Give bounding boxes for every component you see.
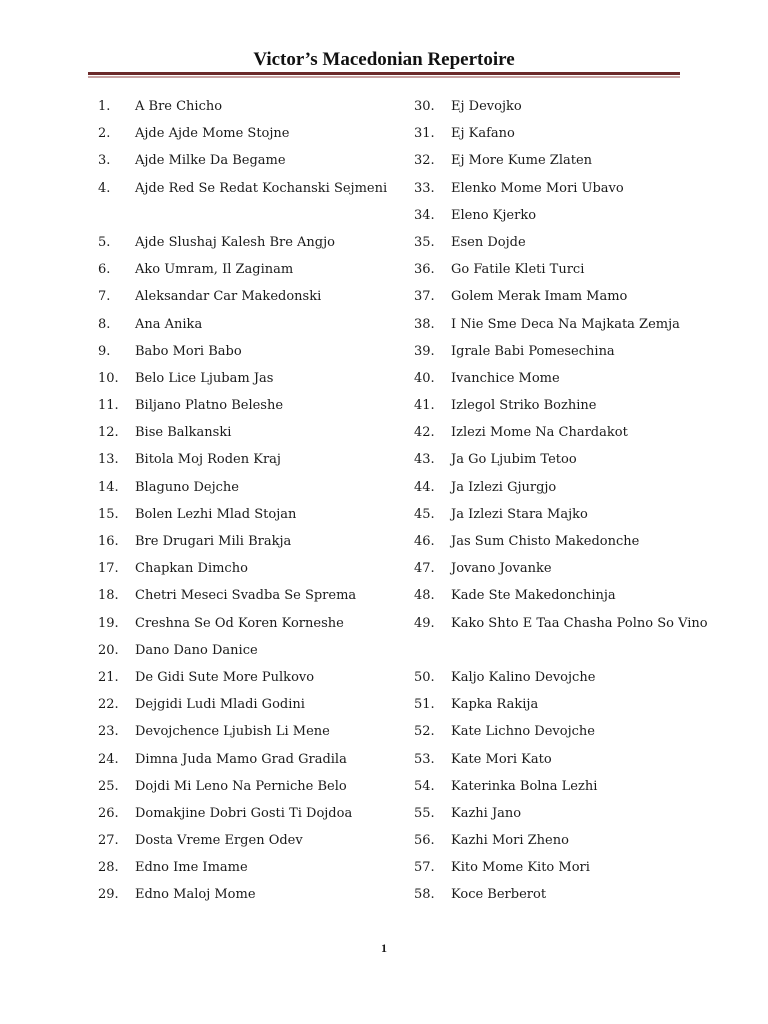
song-list-item bbox=[98, 528, 398, 555]
song-number: 3. bbox=[98, 153, 111, 169]
song-list-item bbox=[98, 718, 398, 745]
song-number: 14. bbox=[98, 479, 119, 495]
song-title: Bre Drugari Mili Brakja bbox=[135, 534, 292, 550]
song-list-left bbox=[98, 93, 398, 909]
song-list-item bbox=[414, 773, 714, 800]
song-list-item bbox=[98, 691, 398, 718]
song-list-item bbox=[98, 664, 398, 691]
song-list-item bbox=[98, 311, 398, 338]
song-list-item bbox=[98, 120, 398, 147]
song-title: Ajde Red Se Redat Kochanski Sejmeni bbox=[135, 180, 388, 196]
song-number: 9. bbox=[98, 343, 111, 359]
song-number: 16. bbox=[98, 534, 119, 550]
song-list-item bbox=[414, 746, 714, 773]
song-number: 29. bbox=[98, 887, 119, 903]
song-list-item bbox=[414, 555, 714, 582]
song-list-item bbox=[98, 446, 398, 473]
song-number: 4. bbox=[98, 180, 111, 196]
song-title: Igrale Babi Pomesechina bbox=[451, 343, 615, 359]
song-number: 32. bbox=[414, 153, 435, 169]
song-title: Dojdi Mi Leno Na Perniche Belo bbox=[135, 778, 347, 794]
song-list-item bbox=[98, 175, 398, 229]
song-list-item bbox=[98, 582, 398, 609]
title-divider bbox=[88, 72, 680, 75]
song-number: 11. bbox=[98, 398, 119, 414]
song-number: 44. bbox=[414, 479, 435, 495]
song-list-item bbox=[98, 800, 398, 827]
song-list-item bbox=[414, 147, 714, 174]
song-title: Kazhi Jano bbox=[451, 805, 522, 821]
song-number: 57. bbox=[414, 860, 435, 876]
song-title: Aleksandar Car Makedonski bbox=[135, 289, 322, 305]
song-list-item bbox=[414, 691, 714, 718]
song-title: Ivanchice Mome bbox=[451, 370, 560, 386]
song-list-item bbox=[414, 175, 714, 202]
song-list-item bbox=[414, 718, 714, 745]
song-number: 12. bbox=[98, 425, 119, 441]
song-title: Bise Balkanski bbox=[135, 425, 232, 441]
song-title: Ja Izlezi Stara Majko bbox=[451, 506, 588, 522]
song-title: Creshna Se Od Koren Korneshe bbox=[135, 615, 344, 631]
song-number: 27. bbox=[98, 833, 119, 849]
song-title: Kapka Rakija bbox=[451, 697, 539, 713]
song-number: 22. bbox=[98, 697, 119, 713]
song-list-item bbox=[414, 365, 714, 392]
song-number: 34. bbox=[414, 207, 435, 223]
song-list-item bbox=[98, 555, 398, 582]
song-number: 42. bbox=[414, 425, 435, 441]
song-number: 7. bbox=[98, 289, 111, 305]
song-title: Jas Sum Chisto Makedonche bbox=[451, 534, 640, 549]
song-title: Koce Berberot bbox=[451, 887, 547, 903]
song-title: Eleno Kjerko bbox=[451, 207, 537, 223]
song-list-item bbox=[414, 446, 714, 473]
song-title: Dejgidi Ludi Mladi Godini bbox=[135, 697, 305, 713]
song-title: Domakjine Dobri Gosti Ti Dojdoa bbox=[135, 805, 353, 821]
song-number: 58. bbox=[414, 887, 435, 903]
song-title: Ja Go Ljubim Tetoo bbox=[451, 452, 577, 468]
song-list-item bbox=[414, 664, 714, 691]
song-title: Bolen Lezhi Mlad Stojan bbox=[135, 506, 297, 522]
song-number: 6. bbox=[98, 262, 111, 278]
song-list-item bbox=[98, 746, 398, 773]
page-title: Victor’s Macedonian Repertoire bbox=[253, 49, 515, 70]
song-list-item bbox=[98, 637, 398, 664]
song-title: Kazhi Mori Zheno bbox=[451, 833, 569, 849]
song-title: Ej More Kume Zlaten bbox=[451, 153, 593, 169]
song-list-item bbox=[98, 474, 398, 501]
song-number: 55. bbox=[414, 805, 435, 821]
song-number: 43. bbox=[414, 452, 435, 468]
song-list-item bbox=[414, 256, 714, 283]
song-list-right bbox=[414, 93, 714, 909]
song-title: Jovano Jovanke bbox=[451, 561, 552, 577]
song-list-item bbox=[98, 256, 398, 283]
song-list-item bbox=[414, 854, 714, 881]
song-list-item bbox=[414, 881, 714, 908]
song-number: 1. bbox=[98, 99, 111, 114]
song-list-item bbox=[414, 120, 714, 147]
song-list-item bbox=[414, 800, 714, 827]
song-list-item bbox=[98, 610, 398, 637]
song-title: Blaguno Dejche bbox=[135, 479, 239, 495]
song-list-item bbox=[98, 854, 398, 881]
song-number: 49. bbox=[414, 615, 435, 631]
song-title: Dosta Vreme Ergen Odev bbox=[135, 833, 303, 849]
song-title: Ej Kafano bbox=[451, 126, 515, 142]
song-list-item bbox=[414, 311, 714, 338]
song-title: Ana Anika bbox=[135, 316, 203, 332]
song-title: Ako Umram, Il Zaginam bbox=[135, 262, 294, 278]
song-title: Babo Mori Babo bbox=[135, 343, 242, 359]
song-title: Izlezi Mome Na Chardakot bbox=[451, 425, 628, 441]
song-number: 2. bbox=[98, 126, 111, 142]
song-number: 24. bbox=[98, 751, 119, 767]
song-title: Esen Dojde bbox=[451, 234, 526, 250]
song-title: Belo Lice Ljubam Jas bbox=[135, 370, 274, 386]
song-list-item bbox=[414, 338, 714, 365]
song-list-item bbox=[98, 147, 398, 174]
song-number: 8. bbox=[98, 316, 111, 332]
song-title: Golem Merak Imam Mamo bbox=[451, 289, 628, 305]
song-title: Ajde Ajde Mome Stojne bbox=[135, 126, 290, 142]
song-title: Elenko Mome Mori Ubavo bbox=[451, 180, 624, 196]
song-list-item bbox=[414, 283, 714, 310]
song-number: 23. bbox=[98, 724, 119, 740]
song-number: 21. bbox=[98, 669, 119, 685]
song-list-item bbox=[98, 338, 398, 365]
song-list-item bbox=[98, 93, 398, 120]
song-title: Dimna Juda Mamo Grad Gradila bbox=[135, 751, 347, 767]
song-list-item bbox=[98, 773, 398, 800]
song-number: 31. bbox=[414, 126, 435, 142]
song-title: Dano Dano Danice bbox=[135, 642, 258, 658]
song-title: Katerinka Bolna Lezhi bbox=[451, 778, 598, 794]
song-list-item bbox=[414, 93, 714, 120]
song-list-item bbox=[414, 827, 714, 854]
song-number: 37. bbox=[414, 289, 435, 305]
song-number: 35. bbox=[414, 234, 435, 250]
song-list-item bbox=[98, 365, 398, 392]
song-title: Edno Maloj Mome bbox=[135, 887, 256, 903]
song-title: I Nie Sme Deca Na Majkata Zemja bbox=[451, 316, 680, 332]
song-list-item bbox=[98, 283, 398, 310]
song-number: 19. bbox=[98, 615, 119, 631]
song-list-item bbox=[414, 392, 714, 419]
song-number: 20. bbox=[98, 642, 119, 658]
song-number: 56. bbox=[414, 833, 435, 849]
song-number: 52. bbox=[414, 724, 435, 740]
song-number: 15. bbox=[98, 506, 119, 522]
song-number: 28. bbox=[98, 860, 119, 876]
song-title: Devojchence Ljubish Li Mene bbox=[135, 724, 330, 740]
song-number: 45. bbox=[414, 506, 435, 522]
song-title: Kaljo Kalino Devojche bbox=[451, 669, 596, 685]
song-title: Chapkan Dimcho bbox=[135, 561, 248, 577]
song-title: Ajde Slushaj Kalesh Bre Angjo bbox=[135, 234, 335, 250]
song-number: 18. bbox=[98, 588, 119, 604]
song-list-item bbox=[98, 881, 398, 908]
song-number: 30. bbox=[414, 99, 435, 114]
song-list-item bbox=[414, 528, 714, 555]
song-number: 46. bbox=[414, 534, 435, 549]
song-number: 51. bbox=[414, 697, 435, 713]
song-list-item bbox=[414, 419, 714, 446]
song-number: 40. bbox=[414, 370, 435, 386]
song-number: 13. bbox=[98, 452, 119, 468]
song-number: 38. bbox=[414, 316, 435, 332]
song-list-item bbox=[98, 229, 398, 256]
song-list-item bbox=[414, 582, 714, 609]
song-number: 48. bbox=[414, 588, 435, 604]
song-list-item bbox=[414, 610, 714, 664]
song-title: Kito Mome Kito Mori bbox=[451, 860, 590, 876]
song-title: Edno Ime Imame bbox=[135, 860, 248, 876]
song-list-item bbox=[414, 501, 714, 528]
song-number: 33. bbox=[414, 180, 435, 196]
song-number: 17. bbox=[98, 561, 119, 577]
song-number: 53. bbox=[414, 751, 435, 767]
song-list-item bbox=[98, 392, 398, 419]
song-title: Kate Mori Kato bbox=[451, 751, 552, 767]
song-title: Chetri Meseci Svadba Se Sprema bbox=[135, 588, 357, 604]
song-title: Kate Lichno Devojche bbox=[451, 724, 595, 740]
song-number: 26. bbox=[98, 805, 119, 821]
title-divider-shadow bbox=[88, 76, 680, 78]
page-number: 1 bbox=[381, 941, 387, 955]
song-list-item bbox=[98, 827, 398, 854]
song-number: 10. bbox=[98, 370, 119, 386]
song-list-item bbox=[414, 474, 714, 501]
song-title: Biljano Platno Beleshe bbox=[135, 398, 284, 414]
song-number: 25. bbox=[98, 778, 119, 794]
song-number: 41. bbox=[414, 398, 435, 414]
song-title: Bitola Moj Roden Kraj bbox=[135, 452, 281, 468]
song-number: 47. bbox=[414, 561, 435, 577]
song-title: Ja Izlezi Gjurgjo bbox=[451, 479, 557, 495]
song-title: De Gidi Sute More Pulkovo bbox=[135, 669, 315, 685]
song-number: 36. bbox=[414, 262, 435, 278]
song-title: Ej Devojko bbox=[451, 99, 522, 114]
song-title: Kade Ste Makedonchinja bbox=[451, 588, 616, 604]
song-number: 39. bbox=[414, 343, 435, 359]
song-title: Ajde Milke Da Begame bbox=[135, 153, 286, 169]
song-list-item bbox=[98, 419, 398, 446]
song-number: 54. bbox=[414, 778, 435, 794]
song-title: Izlegol Striko Bozhine bbox=[451, 398, 597, 414]
song-title: Go Fatile Kleti Turci bbox=[451, 262, 585, 278]
song-list-item bbox=[414, 229, 714, 256]
song-list-item bbox=[98, 501, 398, 528]
song-number: 50. bbox=[414, 669, 435, 685]
song-number: 5. bbox=[98, 234, 111, 250]
song-title: A Bre Chicho bbox=[135, 99, 223, 114]
song-list-item bbox=[414, 202, 714, 229]
song-title: Kako Shto E Taa Chasha Polno So Vino bbox=[451, 615, 708, 631]
